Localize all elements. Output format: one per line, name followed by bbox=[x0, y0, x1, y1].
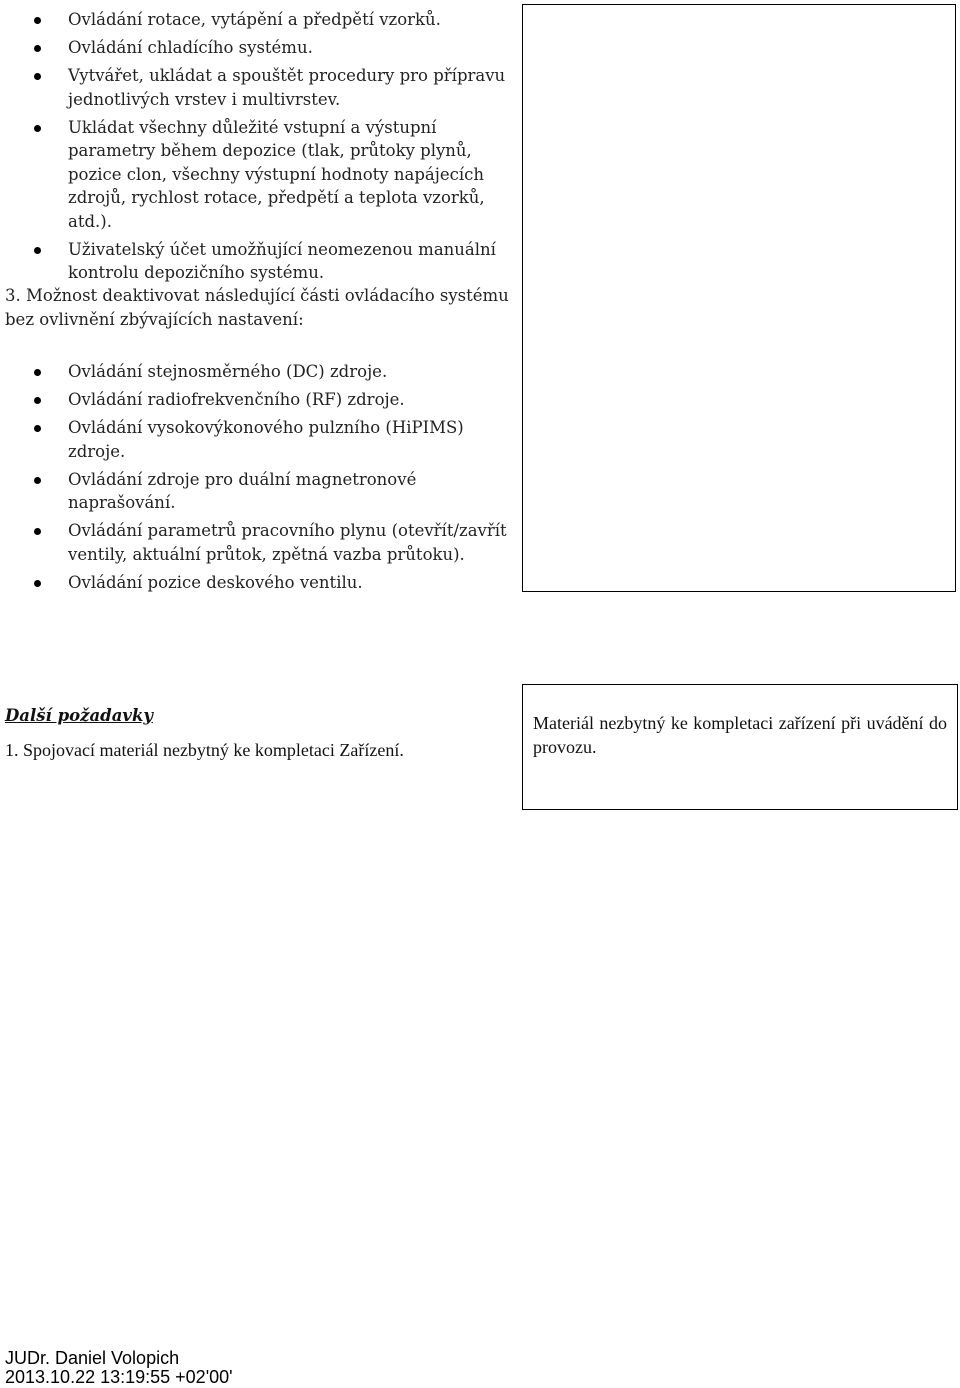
list-item: Vytvářet, ukládat a spouštět procedury pro přípravu jednotlivých vrstev i multivrstev. bbox=[0, 64, 520, 111]
response-box bbox=[522, 684, 958, 810]
list-item: Ovládání radiofrekvenčního (RF) zdroje. bbox=[0, 388, 520, 412]
further-requirement-item: 1. Spojovací materiál nezbytný ke kompletaci Zařízení. bbox=[5, 740, 404, 760]
list-item: Ovládání zdroje pro duální magnetronové naprašování. bbox=[0, 468, 520, 515]
signature-timestamp: 2013.10.22 13:19:55 +02'00' bbox=[5, 1367, 233, 1387]
list-item: Ovládání parametrů pracovního plynu (otevřít/zavřít ventily, aktuální průtok, zpětná vazba průtoku). bbox=[0, 519, 520, 566]
list-item: Ovládání pozice deskového ventilu. bbox=[0, 571, 520, 595]
empty-response-box bbox=[522, 4, 956, 592]
response-text: Materiál nezbytný ke kompletaci zařízení při uvádění do provozu. bbox=[533, 713, 947, 757]
signer-name: JUDr. Daniel Volopich bbox=[5, 1348, 180, 1368]
further-requirements-title: Další požadavky bbox=[5, 706, 154, 725]
list-item: Uživatelský účet umožňující neomezenou manuální kontrolu depozičního systému. bbox=[0, 238, 520, 285]
list-item: Ukládat všechny důležité vstupní a výstupní parametry během depozice (tlak, průtoky plynů, pozice clon, všechny výstupní hodnoty napájecích zdrojů, rychlost rotace, předpětí a teplota vzorků, atd.). bbox=[0, 116, 520, 234]
list-item: Ovládání chladícího systému. bbox=[0, 36, 520, 60]
list-item: Ovládání stejnosměrného (DC) zdroje. bbox=[0, 360, 520, 384]
list-item: Ovládání vysokovýkonového pulzního (HiPIMS) zdroje. bbox=[0, 416, 520, 463]
requirements-list-control bbox=[0, 8, 520, 289]
section-3-heading: 3. Možnost deaktivovat následující části ovládacího systému bez ovlivnění zbývajících nastavení: bbox=[5, 286, 509, 329]
list-item: Ovládání rotace, vytápění a předpětí vzorků. bbox=[0, 8, 520, 32]
digital-signature bbox=[5, 1349, 233, 1387]
requirements-list-deactivate bbox=[0, 360, 520, 599]
